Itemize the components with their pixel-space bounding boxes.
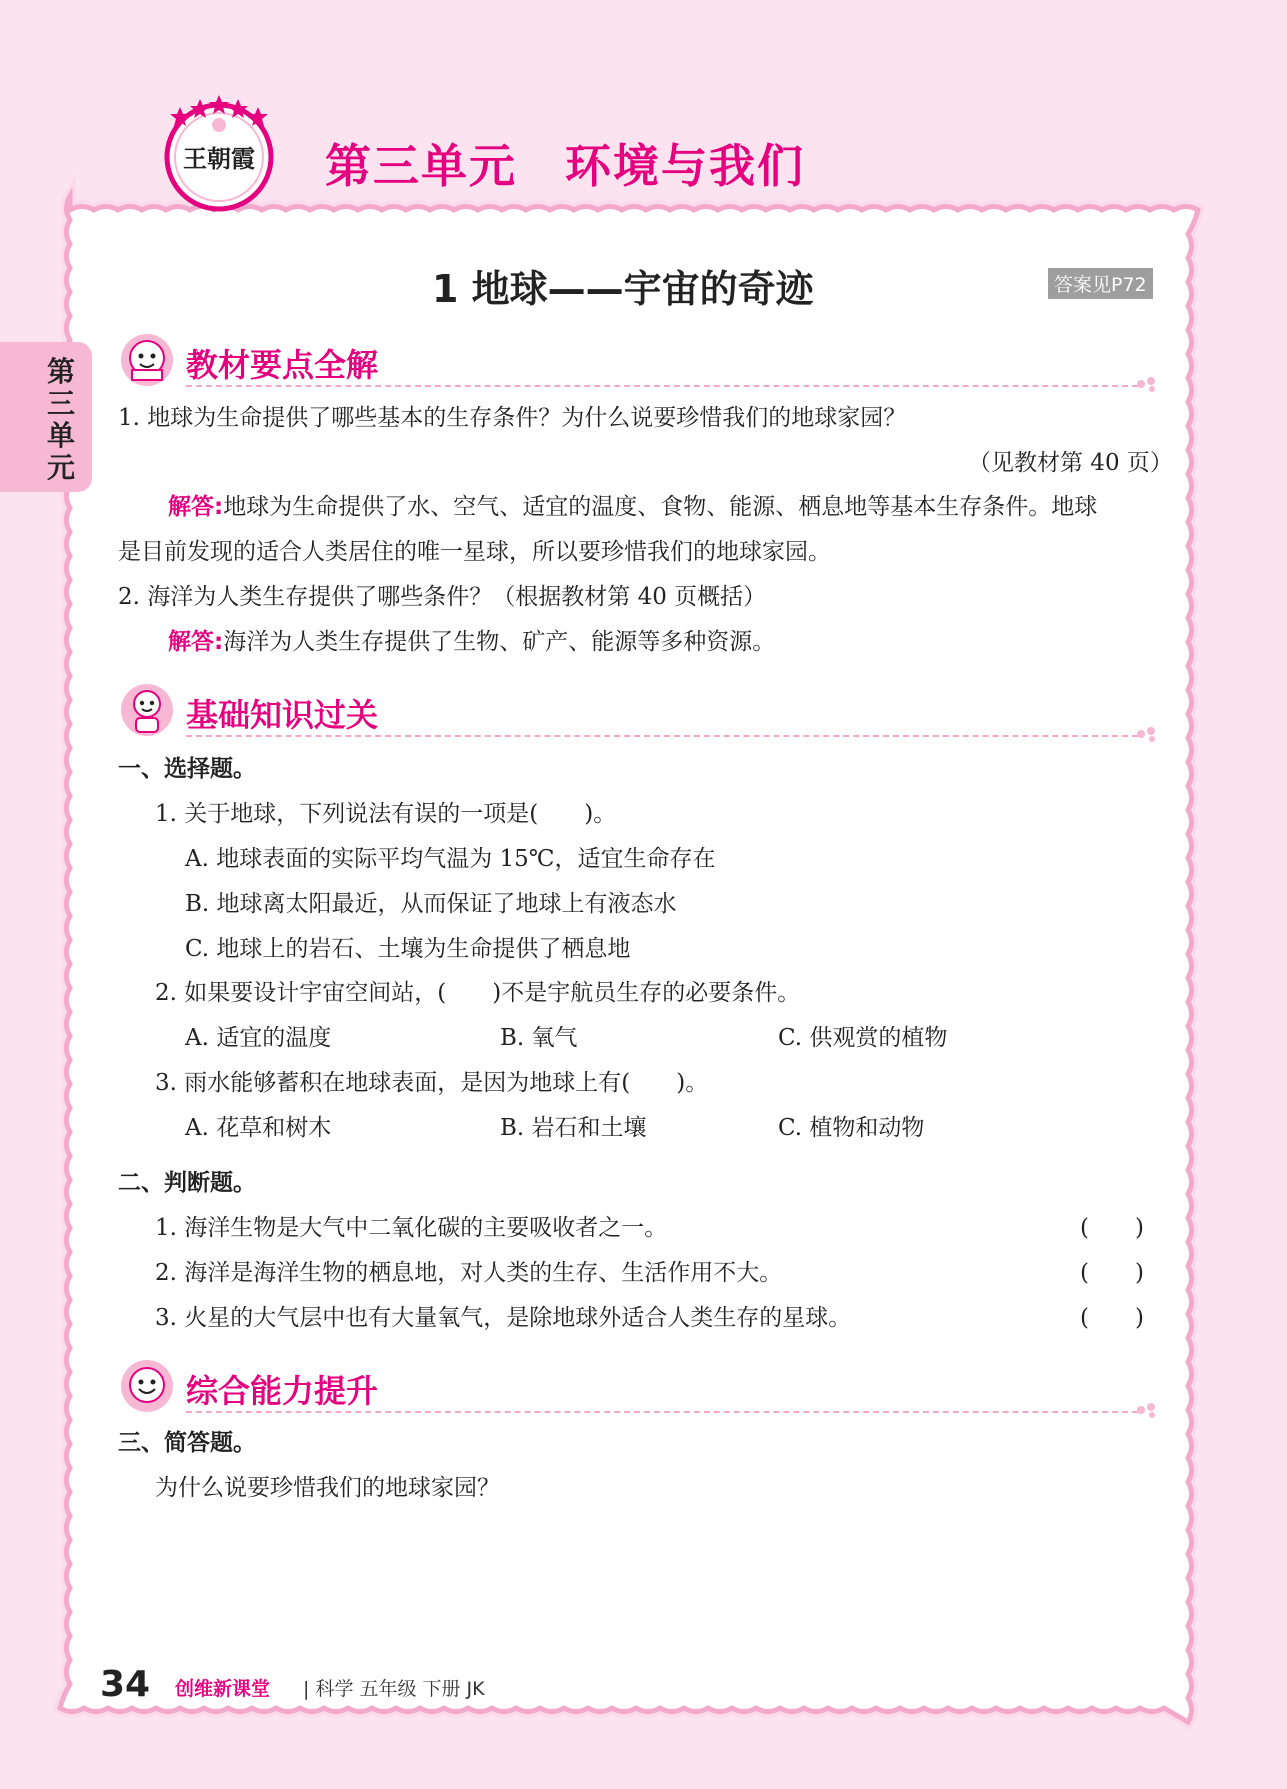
judge-question-1: 1. 海洋生物是大气中二氧化碳的主要吸收者之一。: [155, 1215, 668, 1241]
answer-label: 解答:: [168, 494, 224, 520]
choice-question-1-option-c: C. 地球上的岩石、土壤为生命提供了栖息地: [185, 936, 631, 962]
footer-brand: 创维新课堂: [175, 1678, 271, 1700]
key-point-question-2: 2. 海洋为人类生存提供了哪些条件？（根据教材第 40 页概括）: [118, 584, 767, 610]
decorative-dots-icon: [1136, 726, 1158, 742]
choice-question-1-option-a: A. 地球表面的实际平均气温为 15℃，适宜生命存在: [185, 846, 716, 872]
key-point-answer-2: [168, 627, 775, 657]
choice-question-3: 3. 雨水能够蓄积在地球表面，是因为地球上有( )。: [155, 1070, 709, 1096]
answer-reference-badge: 答案见P72: [1048, 268, 1153, 299]
decorative-dots-icon: [1136, 1402, 1158, 1418]
unit-name: 环境与我们: [565, 139, 805, 193]
short-answer-heading: 三、简答题。: [118, 1430, 256, 1456]
choice-question-3-option-b: B. 岩石和土壤: [500, 1115, 647, 1141]
judge-heading: 二、判断题。: [118, 1170, 256, 1196]
section-key-points: [118, 330, 1158, 390]
section-comprehensive: [118, 1356, 1158, 1416]
choice-heading: 一、选择题。: [118, 756, 256, 782]
judge-answer-blank-2[interactable]: ( ): [1080, 1260, 1144, 1286]
choice-question-2-option-c: C. 供观赏的植物: [778, 1025, 948, 1051]
choice-question-2-option-b: B. 氧气: [500, 1025, 578, 1051]
decorative-dots-icon: [1136, 376, 1158, 392]
section-basic-knowledge: [118, 680, 1158, 740]
answer-text: 地球为生命提供了水、空气、适宜的温度、食物、能源、栖息地等基本生存条件。地球: [223, 494, 1098, 520]
key-point-question-1-reference: （见教材第 40 页）: [968, 450, 1173, 476]
choice-question-3-option-a: A. 花草和树木: [185, 1115, 332, 1141]
section-divider: [186, 385, 1138, 387]
short-answer-question-1: 为什么说要珍惜我们的地球家园？: [155, 1475, 500, 1501]
unit-label: 第三单元: [325, 139, 517, 193]
cartoon-character-icon: [118, 680, 176, 738]
cartoon-book-icon: [118, 330, 176, 388]
judge-answer-blank-3[interactable]: ( ): [1080, 1305, 1144, 1331]
page-number: 34: [100, 1664, 151, 1705]
choice-question-2: 2. 如果要设计宇宙空间站，( )不是宇航员生存的必要条件。: [155, 980, 801, 1006]
key-point-question-1: 1. 地球为生命提供了哪些基本的生存条件？为什么说要珍惜我们的地球家园？: [118, 405, 907, 431]
section-divider: [186, 1411, 1138, 1413]
choice-question-3-option-c: C. 植物和动物: [778, 1115, 925, 1141]
answer-text: 海洋为人类生存提供了生物、矿产、能源等多种资源。: [223, 629, 776, 655]
judge-question-3: 3. 火星的大气层中也有大量氧气，是除地球外适合人类生存的星球。: [155, 1305, 852, 1331]
unit-title: [325, 130, 805, 196]
judge-question-2: 2. 海洋是海洋生物的栖息地，对人类的生存、生活作用不大。: [155, 1260, 783, 1286]
section-title: 综合能力提升: [186, 1372, 379, 1410]
choice-question-1: 1. 关于地球，下列说法有误的一项是( )。: [155, 801, 617, 827]
cartoon-face-icon: [118, 1356, 176, 1414]
logo-text: 王朝霞: [183, 144, 255, 173]
judge-answer-blank-1[interactable]: ( ): [1080, 1215, 1144, 1241]
choice-question-2-option-a: A. 适宜的温度: [185, 1025, 332, 1051]
side-tab-label: 第三单元: [46, 355, 75, 484]
lesson-title: 1 地球——宇宙的奇迹: [432, 267, 814, 311]
choice-question-1-option-b: B. 地球离太阳最近，从而保证了地球上有液态水: [185, 891, 677, 917]
answer-label: 解答:: [168, 629, 224, 655]
key-point-answer-1-line-2: 是目前发现的适合人类居住的唯一星球，所以要珍惜我们的地球家园。: [118, 539, 831, 565]
section-title: 基础知识过关: [186, 696, 379, 734]
brand-logo: [160, 95, 278, 213]
footer-book-info: | 科学 五年级 下册 JK: [303, 1678, 485, 1700]
key-point-answer-1-line-1: [168, 492, 1097, 522]
section-title: 教材要点全解: [186, 346, 379, 384]
section-divider: [186, 735, 1138, 737]
